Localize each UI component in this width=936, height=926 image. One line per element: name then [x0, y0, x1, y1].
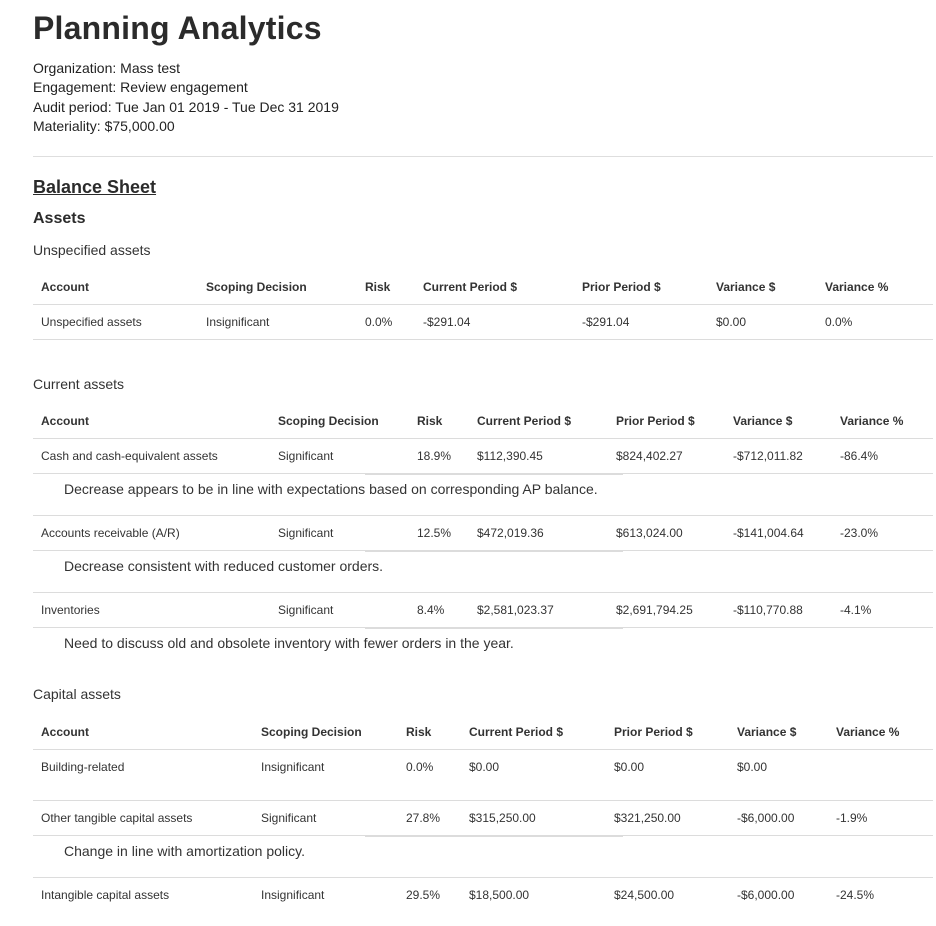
- materiality-text: Materiality: $75,000.00: [33, 117, 175, 134]
- table-row: [33, 878, 933, 912]
- row-note: [33, 628, 933, 669]
- note-separator: [365, 628, 623, 629]
- col-account: Account: [41, 725, 89, 739]
- cell-prior: $321,250.00: [614, 811, 681, 825]
- note-text: Change in line with amortization policy.: [64, 843, 305, 859]
- col-risk: Risk: [417, 414, 443, 428]
- col-current: Current Period $: [469, 725, 564, 739]
- cell-variance: -$712,011.82: [733, 449, 803, 463]
- cell-variance: $0.00: [737, 760, 768, 774]
- cell-current: $0.00: [469, 760, 500, 774]
- cell-variance-pct: -1.9%: [836, 811, 868, 825]
- cell-scoping: Insignificant: [206, 315, 270, 329]
- cell-prior: $2,691,794.25: [616, 603, 693, 617]
- cell-prior: $0.00: [614, 760, 645, 774]
- cell-variance: $0.00: [716, 315, 747, 329]
- col-variance-pct: Variance %: [840, 414, 904, 428]
- cell-current: $2,581,023.37: [477, 603, 554, 617]
- row-note: [33, 551, 933, 593]
- cell-risk: 12.5%: [417, 526, 452, 540]
- cell-variance: -$6,000.00: [737, 888, 795, 902]
- table-header: [33, 404, 933, 439]
- cell-scoping: Significant: [278, 526, 334, 540]
- cell-variance-pct: -23.0%: [840, 526, 879, 540]
- table-unspecified-assets: [33, 270, 933, 340]
- cell-prior: $824,402.27: [616, 449, 683, 463]
- cell-account: Unspecified assets: [41, 315, 142, 329]
- note-text: Decrease consistent with reduced customer orders.: [64, 558, 384, 574]
- note-separator: [365, 836, 623, 837]
- col-variance-pct: Variance %: [836, 725, 900, 739]
- row-note: [33, 836, 933, 878]
- cell-scoping: Insignificant: [261, 760, 325, 774]
- col-variance: Variance $: [733, 414, 793, 428]
- cell-account: Cash and cash-equivalent assets: [41, 449, 218, 463]
- col-risk: Risk: [365, 280, 391, 294]
- col-variance-pct: Variance %: [825, 280, 889, 294]
- col-prior: Prior Period $: [614, 725, 693, 739]
- col-risk: Risk: [406, 725, 432, 739]
- table-row: [33, 439, 933, 474]
- cell-risk: 8.4%: [417, 603, 445, 617]
- group-title-current-assets: Current assets: [33, 376, 125, 392]
- table-current-assets: [33, 404, 933, 669]
- cell-account: Accounts receivable (A/R): [41, 526, 180, 540]
- engagement-text: Engagement: Review engagement: [33, 79, 248, 96]
- table-header: [33, 715, 933, 750]
- cell-variance: -$141,004.64: [733, 526, 804, 540]
- cell-variance-pct: -4.1%: [840, 603, 872, 617]
- audit-period-text: Audit period: Tue Jan 01 2019 - Tue Dec 31 2019: [33, 98, 339, 115]
- row-note: [33, 474, 933, 516]
- cell-current: $112,390.45: [477, 449, 543, 463]
- cell-current: -$291.04: [423, 315, 471, 329]
- cell-variance: -$110,770.88: [733, 603, 803, 617]
- col-scoping: Scoping Decision: [206, 280, 307, 294]
- table-row: [33, 750, 933, 801]
- cell-account: Intangible capital assets: [41, 888, 170, 902]
- note-separator: [365, 551, 623, 552]
- cell-account: Other tangible capital assets: [41, 811, 193, 825]
- cell-variance: -$6,000.00: [737, 811, 795, 825]
- engagement-meta: [33, 59, 339, 136]
- cell-scoping: Insignificant: [261, 888, 325, 902]
- col-account: Account: [41, 414, 89, 428]
- cell-scoping: Significant: [278, 449, 334, 463]
- col-scoping: Scoping Decision: [278, 414, 379, 428]
- cell-current: $315,250.00: [469, 811, 536, 825]
- col-current: Current Period $: [423, 280, 518, 294]
- cell-current: $18,500.00: [469, 888, 530, 902]
- col-variance: Variance $: [716, 280, 776, 294]
- cell-prior: $24,500.00: [614, 888, 675, 902]
- table-row: [33, 305, 933, 340]
- page-title: Planning Analytics: [33, 10, 322, 46]
- cell-variance-pct: -86.4%: [840, 449, 879, 463]
- note-text: Decrease appears to be in line with expectations based on corresponding AP balance.: [64, 481, 598, 497]
- table-row: [33, 593, 933, 628]
- cell-risk: 18.9%: [417, 449, 452, 463]
- cell-account: Inventories: [41, 603, 100, 617]
- col-variance: Variance $: [737, 725, 797, 739]
- note-text: Need to discuss old and obsolete inventory with fewer orders in the year.: [64, 635, 514, 651]
- organization-text: Organization: Mass test: [33, 60, 181, 76]
- note-separator: [365, 474, 623, 475]
- cell-scoping: Significant: [278, 603, 334, 617]
- cell-prior: -$291.04: [582, 315, 630, 329]
- table-capital-assets: [33, 715, 933, 912]
- col-account: Account: [41, 280, 89, 294]
- cell-risk: 0.0%: [406, 760, 434, 774]
- col-scoping: Scoping Decision: [261, 725, 362, 739]
- table-header: [33, 270, 933, 305]
- cell-variance-pct: -24.5%: [836, 888, 875, 902]
- cell-scoping: Significant: [261, 811, 317, 825]
- assets-heading: Assets: [33, 210, 86, 227]
- cell-prior: $613,024.00: [616, 526, 683, 540]
- col-prior: Prior Period $: [582, 280, 661, 294]
- cell-current: $472,019.36: [477, 526, 544, 540]
- cell-account: Building-related: [41, 760, 125, 774]
- group-title-unspecified-assets: Unspecified assets: [33, 242, 151, 258]
- col-current: Current Period $: [477, 414, 572, 428]
- table-row: [33, 801, 933, 836]
- cell-risk: 0.0%: [365, 315, 393, 329]
- balance-sheet-heading[interactable]: Balance Sheet: [33, 177, 157, 197]
- cell-risk: 29.5%: [406, 888, 441, 902]
- section-divider: [33, 156, 933, 157]
- table-row: [33, 516, 933, 551]
- cell-risk: 27.8%: [406, 811, 441, 825]
- col-prior: Prior Period $: [616, 414, 695, 428]
- group-title-capital-assets: Capital assets: [33, 686, 121, 702]
- cell-variance-pct: 0.0%: [825, 315, 853, 329]
